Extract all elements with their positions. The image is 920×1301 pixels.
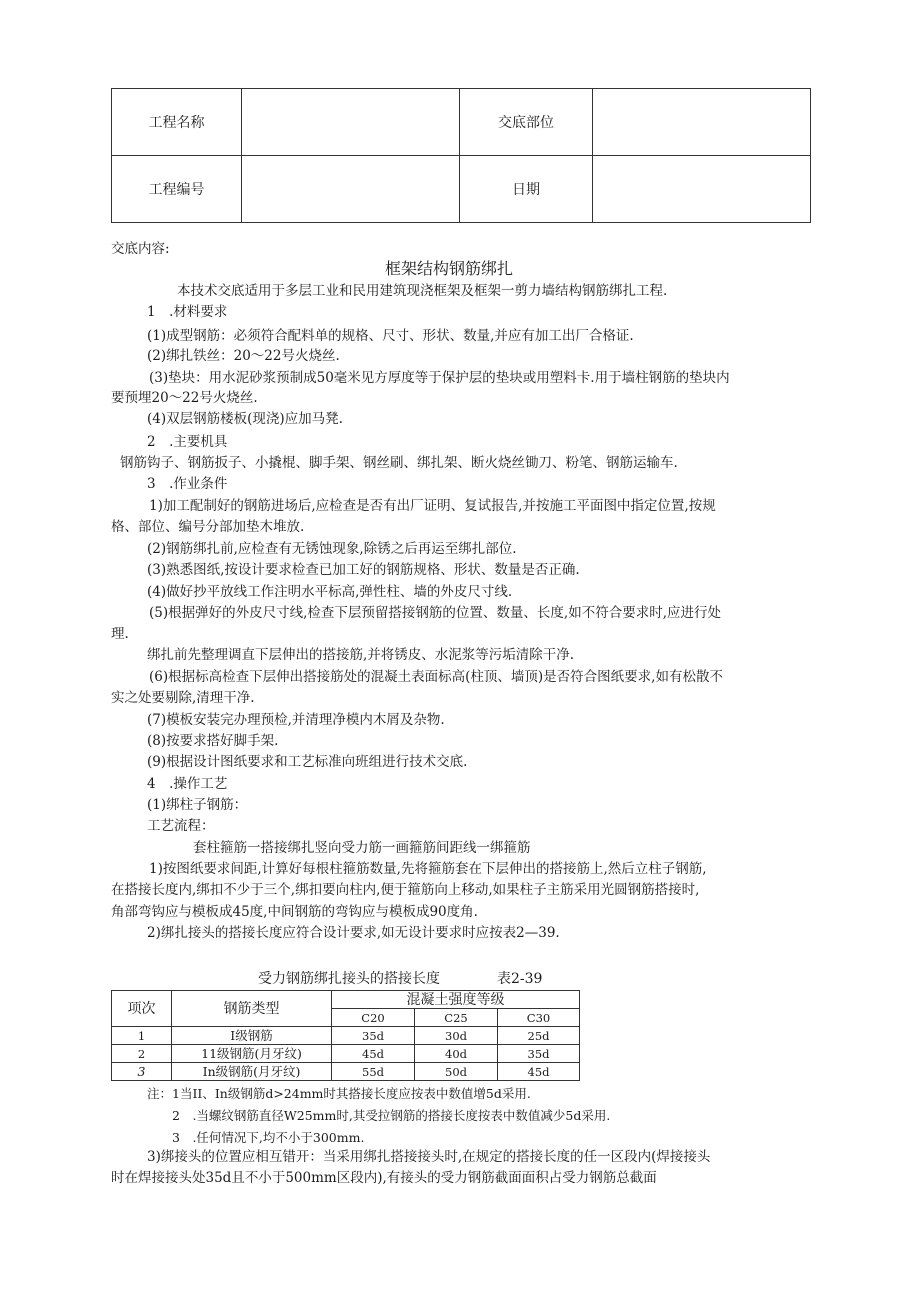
section-2-tools: 钢筋钩子、钢筋扳子、小撬棍、脚手架、钢丝刷、绑扎架、断火烧丝锄刀、粉笔、钢筋运输车. — [120, 455, 678, 471]
section-2-heading: 2 .主要机具 — [147, 434, 228, 450]
section-1-item-3b: 要预埋20～22号火烧丝. — [111, 390, 258, 406]
section-4-item-2c: 角部弯钩应与模板成45度,中间钢筋的弯钩应与模板成90度角. — [111, 904, 478, 920]
section-1-heading: 1 .材料要求 — [147, 304, 228, 320]
section-4-process-flow: 套柱箍筋一搭接绑扎竖向受力筋一画箍筋间距线一绑箍筋 — [193, 840, 531, 856]
grade-c20: C20 — [332, 1009, 415, 1027]
section-3-item-5c: 绑扎前先整理调直下层伸出的搭接筋,并将锈皮、水泥浆等污垢清除干净. — [147, 647, 575, 663]
row-value: 55d — [332, 1063, 415, 1081]
row-type: In级钢筋(月牙纹) — [172, 1063, 332, 1081]
section-4-item-3: 2)绑扎接头的搭接长度应符合设计要求,如无设计要求时应按表2—39. — [147, 925, 560, 941]
section-3-item-5b: 理. — [111, 626, 129, 642]
row-value: 50d — [415, 1063, 498, 1081]
col-strength-header: 混凝土强度等级 — [332, 991, 580, 1009]
section-4-item-2b: 在搭接长度内,绑扣不少于三个,绑扣要向柱内,便于箍筋向上移动,如果柱子主筋采用光圆钢筋搭接时, — [111, 882, 700, 898]
intro-paragraph: 本技术交底适用于多层工业和民用建筑现浇框架及框架一剪力墙结构钢筋绑扎工程. — [177, 283, 668, 299]
section-4-process-label: 工艺流程： — [147, 818, 215, 834]
doc-title: 框架结构钢筋绑扎 — [385, 259, 514, 278]
date-label: 日期 — [460, 156, 593, 223]
table-row — [112, 1045, 580, 1063]
section-3-heading: 3 .作业条件 — [147, 476, 228, 492]
location-value — [593, 89, 811, 156]
section-4-heading: 4 .操作工艺 — [147, 776, 228, 792]
row-value: 40d — [415, 1045, 498, 1063]
section-3-item-1b: 格、部位、编号分部加垫木堆放. — [111, 519, 305, 535]
table-note-3: 3 .任何情况下,均不小于300mm. — [172, 1130, 365, 1145]
row-type: 11级钢筋(月牙纹) — [172, 1045, 332, 1063]
row-value: 45d — [332, 1045, 415, 1063]
section-4-item-1: (1)绑柱子钢筋： — [147, 797, 248, 813]
grade-c25: C25 — [415, 1009, 498, 1027]
section-3-item-3: (3)熟悉图纸,按设计要求检查已加工好的钢筋规格、形状、数量是否正确. — [147, 562, 580, 578]
project-no-value — [242, 156, 460, 223]
section-3-item-2: (2)钢筋绑扎前,应检查有无锈蚀现象,除锈之后再运至绑扎部位. — [147, 541, 517, 557]
project-no-label: 工程编号 — [112, 156, 242, 223]
lap-length-table — [111, 990, 580, 1081]
project-name-value — [242, 89, 460, 156]
row-value: 35d — [332, 1027, 415, 1045]
section-4-item-4b: 时在焊接接头处35d且不小于500mm区段内),有接头的受力钢筋截面面积占受力钢筋总截面 — [111, 1170, 657, 1186]
col-item-header: 项次 — [112, 991, 172, 1027]
section-3-item-5a: (5)根据弹好的外皮尺寸线,检查下层预留搭接钢筋的位置、数量、长度,如不符合要求时,应进行处 — [149, 605, 721, 621]
section-3-item-6b: 实之处要剔除,清理干净. — [111, 690, 255, 706]
section-4-item-4a: 3)绑接头的位置应相互错开：当采用绑扎搭接接头时,在规定的搭接长度的任一区段内(焊接接头 — [147, 1149, 711, 1165]
table-header-row — [112, 991, 580, 1009]
date-value — [593, 156, 811, 223]
section-1-item-1: (1)成型钢筋：必须符合配料单的规格、尺寸、形状、数量,并应有加工出厂合格证. — [147, 328, 634, 344]
content-label: 交底内容: — [111, 241, 170, 257]
section-3-item-6a: (6)根据标高检查下层伸出搭接筋处的混凝土表面标高(柱顶、墙顶)是否符合图纸要求,如有松散不 — [149, 669, 723, 685]
row-value: 45d — [498, 1063, 580, 1081]
section-3-item-9: (9)根据设计图纸要求和工艺标准向班组进行技术交底. — [147, 754, 468, 770]
project-name-label: 工程名称 — [112, 89, 242, 156]
row-item: 2 — [112, 1045, 172, 1063]
header-table — [111, 88, 811, 223]
table-row — [112, 1027, 580, 1045]
section-1-item-4: (4)双层钢筋楼板(现浇)应加马凳. — [147, 411, 343, 427]
grade-c30: C30 — [498, 1009, 580, 1027]
header-row-2 — [112, 156, 811, 223]
row-type: I级钢筋 — [172, 1027, 332, 1045]
section-4-item-2a: 1)按图纸要求间距,计算好每根柱箍筋数量,先将箍筋套在下层伸出的搭接筋上,然后立柱子钢筋, — [149, 861, 707, 877]
row-value: 30d — [415, 1027, 498, 1045]
section-3-item-7: (7)模板安装完办理预检,并清理净模内木屑及杂物. — [147, 712, 445, 728]
table-row — [112, 1063, 580, 1081]
section-1-item-3a: (3)垫块：用水泥砂浆预制成50毫米见方厚度等于保护层的垫块或用塑料卡.用于墙柱钢筋的垫块内 — [149, 370, 730, 386]
section-1-item-2: (2)绑扎铁丝：20～22号火烧丝. — [147, 348, 340, 364]
row-value: 25d — [498, 1027, 580, 1045]
row-value: 35d — [498, 1045, 580, 1063]
table-number: 表2-39 — [497, 971, 543, 987]
table-caption: 受力钢筋绑扎接头的搭接长度 — [258, 971, 440, 987]
section-3-item-1a: 1)加工配制好的钢筋进场后,应检查是否有出厂证明、复试报告,并按施工平面图中指定位置,按规 — [149, 498, 716, 514]
col-type-header: 钢筋类型 — [172, 991, 332, 1027]
location-label: 交底部位 — [460, 89, 593, 156]
table-note-1: 注：1当II、In级钢筋d>24mm时其搭接长度应按表中数值增5d采用. — [147, 1086, 531, 1101]
section-3-item-4: (4)做好抄平放线工作注明水平标高,弹性柱、墙的外皮尺寸线. — [147, 584, 513, 600]
row-item: 1 — [112, 1027, 172, 1045]
header-row-1 — [112, 89, 811, 156]
table-note-2: 2 .当螺纹钢筋直径W25mm时,其受拉钢筋的搭接长度按表中数值减少5d采用. — [172, 1108, 611, 1123]
section-3-item-8: (8)按要求搭好脚手架. — [147, 733, 279, 749]
row-item: 3 — [112, 1063, 172, 1081]
